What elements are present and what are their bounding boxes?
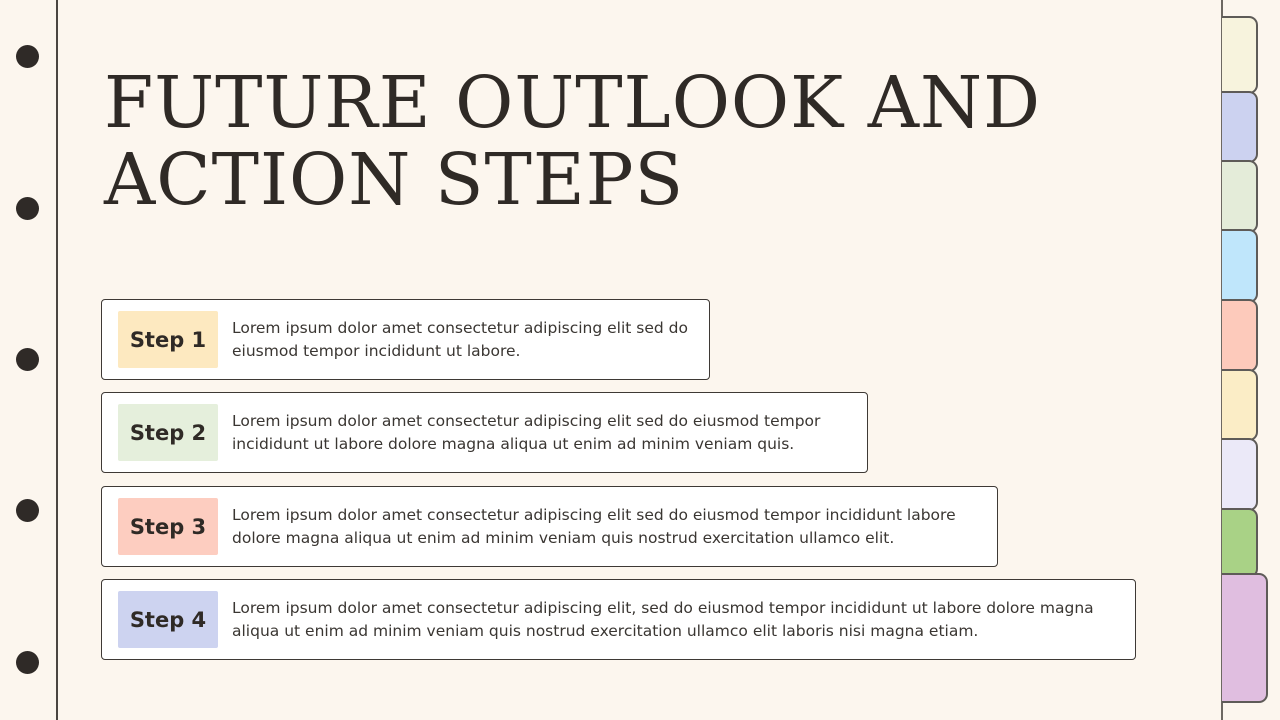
margin-line <box>56 0 58 720</box>
page-title: FUTURE OUTLOOK AND ACTION STEPS <box>104 61 1042 221</box>
step-card-4 <box>101 579 1136 660</box>
divider-tab-2[interactable] <box>1222 91 1258 163</box>
divider-tab-1[interactable] <box>1222 16 1258 94</box>
binder-hole-3 <box>16 348 39 371</box>
step-description: Lorem ipsum dolor amet consectetur adipiscing elit sed do eiusmod tempor incididunt ut labore. <box>232 319 688 360</box>
step-badge: Step 4 <box>118 591 218 648</box>
divider-tab-5[interactable] <box>1222 299 1258 372</box>
step-card-2 <box>101 392 868 473</box>
step-description: Lorem ipsum dolor amet consectetur adipiscing elit sed do eiusmod tempor incididunt ut labore dolore magna aliqua ut enim ad minim veniam quis. <box>232 412 821 453</box>
step-card-3 <box>101 486 998 567</box>
step-card-1 <box>101 299 710 380</box>
step-badge: Step 1 <box>118 311 218 368</box>
step-description: Lorem ipsum dolor amet consectetur adipiscing elit, sed do eiusmod tempor incididunt ut labore dolore magna aliqua ut enim ad minim veniam quis nostrud exercitation ullamco elit laboris nisi magna etiam. <box>232 599 1094 640</box>
binder-hole-5 <box>16 651 39 674</box>
divider-tab-8[interactable] <box>1222 508 1258 578</box>
binder-hole-4 <box>16 499 39 522</box>
step-badge: Step 3 <box>118 498 218 555</box>
divider-tab-7[interactable] <box>1222 438 1258 511</box>
divider-tab-9[interactable] <box>1222 573 1268 703</box>
divider-tab-6[interactable] <box>1222 369 1258 441</box>
divider-tab-3[interactable] <box>1222 160 1258 233</box>
divider-tab-4[interactable] <box>1222 229 1258 303</box>
step-badge: Step 2 <box>118 404 218 461</box>
binder-hole-2 <box>16 197 39 220</box>
binder-hole-1 <box>16 45 39 68</box>
step-description: Lorem ipsum dolor amet consectetur adipiscing elit sed do eiusmod tempor incididunt labore dolore magna aliqua ut enim ad minim veniam quis nostrud exercitation ullamco elit. <box>232 506 956 547</box>
